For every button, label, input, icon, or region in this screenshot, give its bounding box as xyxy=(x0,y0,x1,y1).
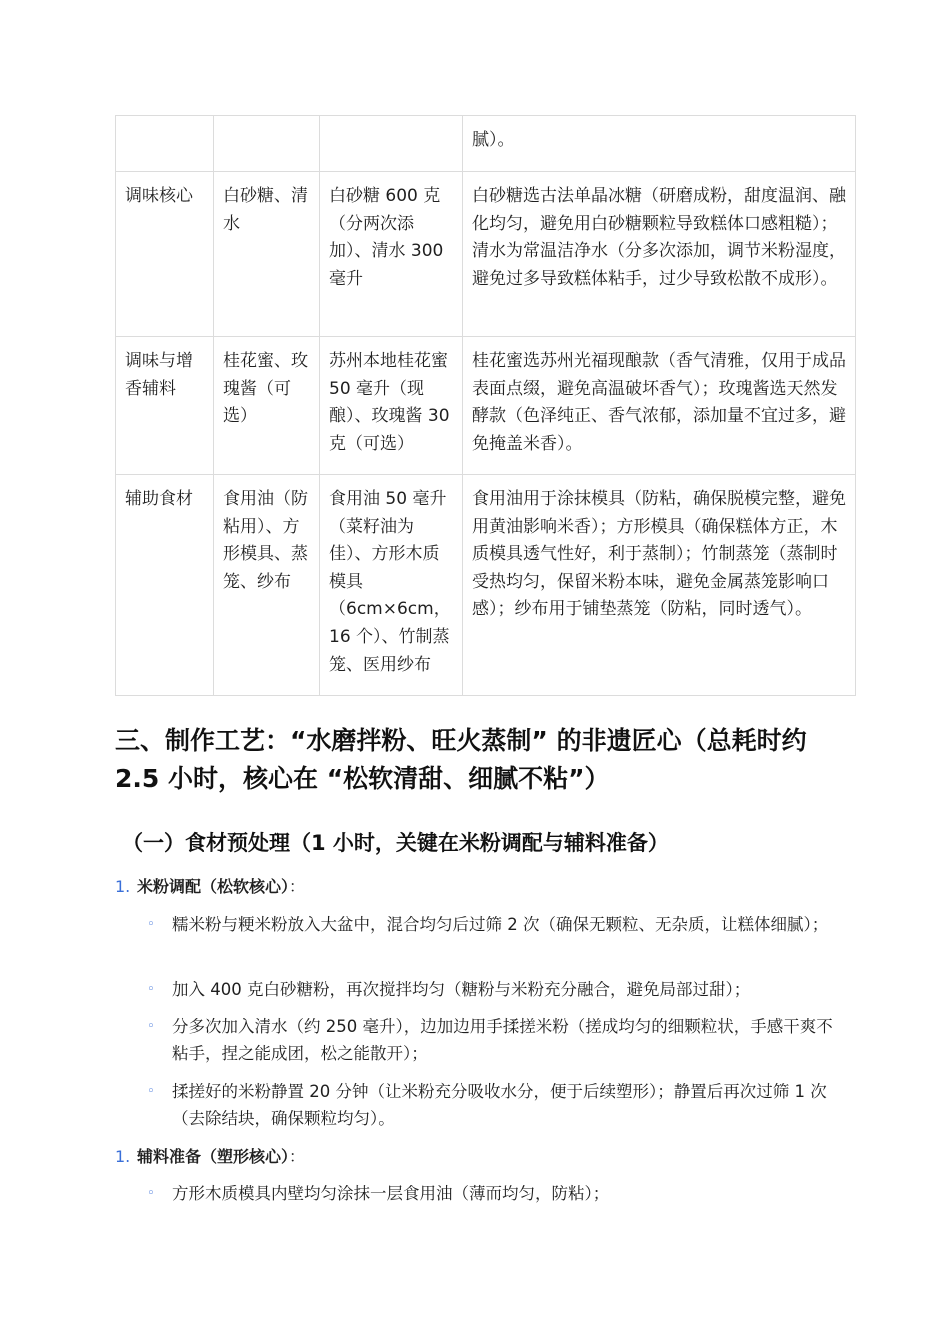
bullet-icon: ◦ xyxy=(147,1186,155,1201)
bullet-text: 分多次加入清水（约 250 毫升），边加边用手揉搓米粉（搓成均匀的细颗粒状，手感干爽不粘手，捏之能成团，松之能散开）； xyxy=(172,1017,833,1063)
step-title: 米粉调配（松软核心） xyxy=(137,877,290,896)
table-row xyxy=(116,116,856,172)
cell-note: 白砂糖选古法单晶冰糖（研磨成粉，甜度温润、融化均匀，避免用白砂糖颗粒导致糕体口感粗糙）；清水为常温洁净水（分多次添加，调节米粉湿度，避免过多导致糕体粘手，过少导致松散不成形）。 xyxy=(463,172,856,337)
bullet-icon: ◦ xyxy=(147,1019,155,1034)
bullet-text: 方形木质模具内壁均匀涂抹一层食用油（薄而均匀，防粘）； xyxy=(172,1184,610,1203)
step-suffix: ： xyxy=(289,877,306,896)
bullet-icon: ◦ xyxy=(147,1084,155,1099)
list-number: 1. xyxy=(115,1147,131,1166)
table-row xyxy=(116,475,856,696)
bullet-text: 糯米粉与粳米粉放入大盆中，混合均匀后过筛 2 次（确保无颗粒、无杂质，让糕体细腻）； xyxy=(172,915,829,934)
step-title: 辅料准备（塑形核心） xyxy=(137,1147,290,1166)
cell-note: 腻）。 xyxy=(463,116,856,172)
cell-category: 调味与增香辅料 xyxy=(116,337,214,475)
subsection-heading: （一）食材预处理（1 小时，关键在米粉调配与辅料准备） xyxy=(122,831,669,855)
list-item xyxy=(115,874,305,900)
section-heading: 三、制作工艺：“水磨拌粉、旺火蒸制” 的非遗匠心（总耗时约 2.5 小时，核心在 “松软清甜、细腻不粘”） xyxy=(115,726,807,793)
cell-category xyxy=(116,116,214,172)
cell-items: 食用油（防粘用）、方形模具、蒸笼、纱布 xyxy=(214,475,320,696)
cell-items: 桂花蜜、玫瑰酱（可选） xyxy=(214,337,320,475)
list-item xyxy=(115,1144,305,1170)
bullet-icon: ◦ xyxy=(147,982,155,997)
cell-category: 辅助食材 xyxy=(116,475,214,696)
cell-amount: 苏州本地桂花蜜 50 毫升（现酿）、玫瑰酱 30 克（可选） xyxy=(320,337,463,475)
table-row xyxy=(116,172,856,337)
bullet-text: 加入 400 克白砂糖粉，再次搅拌均匀（糖粉与米粉充分融合，避免局部过甜）； xyxy=(172,980,751,999)
bullet-icon: ◦ xyxy=(147,917,155,932)
cell-amount: 食用油 50 毫升（菜籽油为佳）、方形木质模具（6cm×6cm，16 个）、竹制蒸笼、医用纱布 xyxy=(320,475,463,696)
table-row xyxy=(116,337,856,475)
list-number: 1. xyxy=(115,877,131,896)
step-suffix: ： xyxy=(289,1147,306,1166)
cell-items: 白砂糖、清水 xyxy=(214,172,320,337)
cell-note: 食用油用于涂抹模具（防粘，确保脱模完整，避免用黄油影响米香）；方形模具（确保糕体方正，木质模具透气性好，利于蒸制）；竹制蒸笼（蒸制时受热均匀，保留米粉本味，避免金属蒸笼影响口感）；纱布用于铺垫蒸笼（防粘，同时透气）。 xyxy=(463,475,856,696)
cell-category: 调味核心 xyxy=(116,172,214,337)
cell-note: 桂花蜜选苏州光福现酿款（香气清雅，仅用于成品表面点缀，避免高温破坏香气）；玫瑰酱选天然发酵款（色泽纯正、香气浓郁，添加量不宜过多，避免掩盖米香）。 xyxy=(463,337,856,475)
cell-amount: 白砂糖 600 克（分两次添加）、清水 300 毫升 xyxy=(320,172,463,337)
ingredients-table xyxy=(115,115,856,696)
cell-items xyxy=(214,116,320,172)
bullet-text: 揉搓好的米粉静置 20 分钟（让米粉充分吸收水分，便于后续塑形）；静置后再次过筛 1 次（去除结块，确保颗粒均匀）。 xyxy=(172,1082,827,1128)
cell-amount xyxy=(320,116,463,172)
